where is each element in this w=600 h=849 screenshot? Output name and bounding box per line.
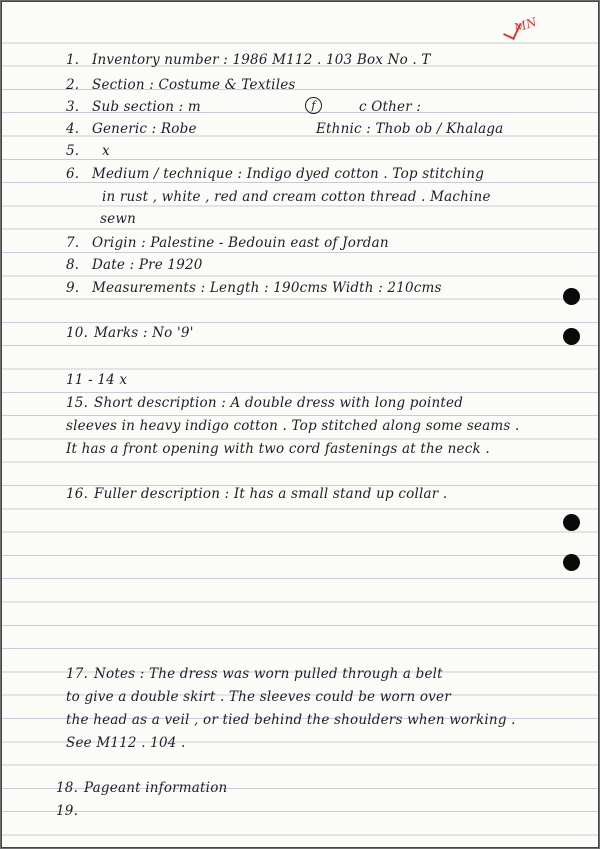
punch-hole-icon [563, 554, 580, 571]
line-6-number: 6. [66, 166, 80, 182]
field-short-description-cont2: It has a front opening with two cord fastenings at the neck . [66, 441, 490, 457]
field-5: x [102, 143, 110, 159]
field-notes-cont3: See M112 . 104 . [66, 735, 186, 751]
field-medium-technique: Medium / technique : Indigo dyed cotton . Top stitching [92, 166, 485, 182]
field-short-description: Short description : A double dress with long pointed [94, 395, 464, 411]
line-10-number: 10. [66, 325, 89, 341]
line-1-number: 1. [66, 52, 80, 68]
line-15-number: 15. [66, 395, 89, 411]
line-17-number: 17. [66, 666, 89, 682]
line-8-number: 8. [66, 257, 80, 273]
field-section: Section : Costume & Textiles [92, 77, 296, 93]
record-sheet [2, 2, 598, 847]
top-margin [2, 2, 598, 20]
line-9-number: 9. [66, 280, 80, 296]
circled-option-f [305, 97, 322, 114]
line-11-14: 11 - 14 x [66, 372, 128, 388]
line-19-number: 19. [56, 803, 79, 819]
circled-letter: f [305, 97, 322, 114]
line-16-number: 16. [66, 486, 89, 502]
line-7-number: 7. [66, 235, 80, 251]
field-short-description-cont: sleeves in heavy indigo cotton . Top stitched along some seams . [66, 418, 520, 434]
line-4-number: 4. [66, 121, 80, 137]
field-date: Date : Pre 1920 [92, 257, 203, 273]
line-2-number: 2. [66, 77, 80, 93]
field-notes-cont2: the head as a veil , or tied behind the shoulders when working . [66, 712, 516, 728]
field-sub-section-other: c Other : [359, 99, 422, 115]
punch-hole-icon [563, 328, 580, 345]
field-sub-section: Sub section : m [92, 99, 201, 115]
line-18-number: 18. [56, 780, 79, 796]
field-ethnic: Ethnic : Thob ob / Khalaga [316, 121, 504, 137]
field-inventory-number: Inventory number : 1986 M112 . 103 Box No . T [92, 52, 431, 68]
field-measurements: Measurements : Length : 190cms Width : 210cms [92, 280, 442, 296]
punch-hole-icon [563, 514, 580, 531]
field-origin: Origin : Palestine - Bedouin east of Jordan [92, 235, 389, 251]
punch-hole-icon [563, 288, 580, 305]
field-medium-technique-cont: in rust , white , red and cream cotton thread . Machine [102, 189, 491, 205]
field-generic: Generic : Robe [92, 121, 197, 137]
initials: MN [512, 14, 539, 36]
field-fuller-description: Fuller description : It has a small stand up collar . [94, 486, 448, 502]
field-notes-cont: to give a double skirt . The sleeves could be worn over [66, 689, 451, 705]
field-pageant-information: Pageant information [84, 780, 228, 796]
field-notes: Notes : The dress was worn pulled through a belt [94, 666, 443, 682]
field-marks: Marks : No '9' [94, 325, 194, 341]
line-5-number: 5. [66, 143, 80, 159]
field-medium-technique-cont2: sewn [100, 211, 136, 227]
line-3-number: 3. [66, 99, 80, 115]
